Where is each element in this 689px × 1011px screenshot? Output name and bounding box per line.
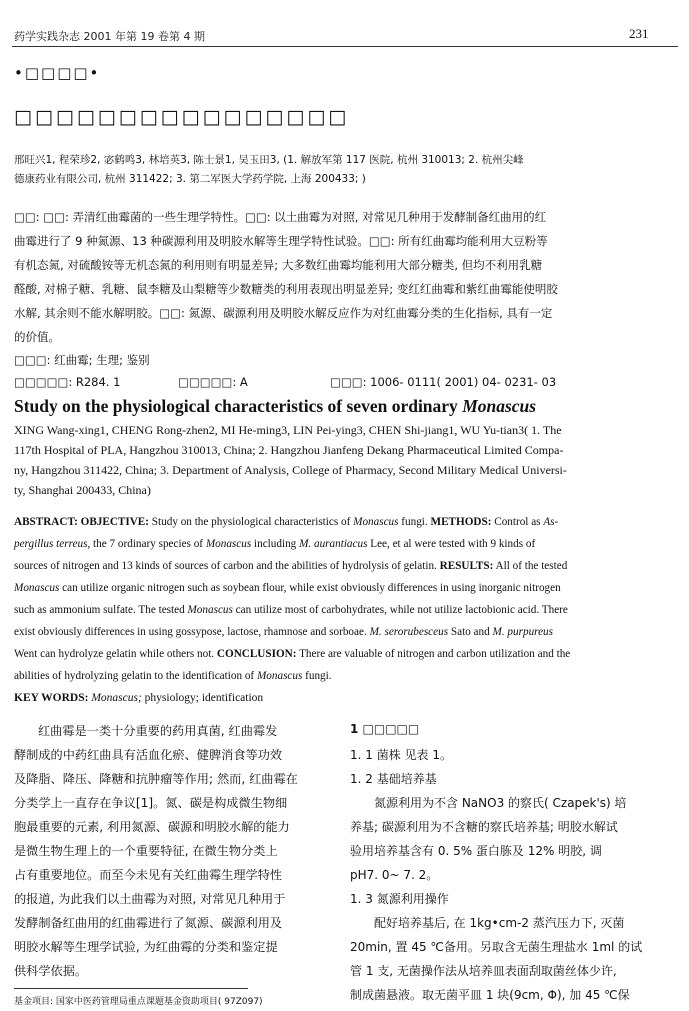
intro-line: 明胶水解等生理学试验, 为红曲霉的分类和鉴定提	[14, 940, 278, 954]
document-code: □□□□□: A	[178, 375, 248, 389]
abstract-en-line: abilities of hydrolyzing gelatin to the identification of Monascus fungi.	[14, 670, 332, 682]
keywords-en: KEY WORDS: Monascus; physiology; identification	[14, 692, 264, 704]
footnote-rule	[14, 988, 248, 989]
abstract-en-line: sources of nitrogen and 13 kinds of sources of carbon and the abilities of hydrolysis of gelatin. RESULTS: All of the tested	[14, 560, 568, 572]
authors-en-line4: ty, Shanghai 200433, China)	[14, 483, 151, 497]
abstract-cn-line: □□: □□: 弄清红曲霉菌的一些生理学特性。□□: 以土曲霉为对照, 对常见几种用于发酵制备红曲用的红	[14, 210, 547, 224]
article-number: □□□: 1006- 0111( 2001) 04- 0231- 03	[330, 375, 557, 389]
abstract-en-line: Monascus can utilize organic nitrogen such as soybean flour, while exist obviously differences in using inorganic nitrogen	[14, 582, 561, 594]
abstract-en-line: pergillus terreus, the 7 ordinary species of Monascus including M. aurantiacus Lee, et al were tested with 9 kinds of	[14, 538, 536, 550]
intro-line: 分类学上一直存在争议[1]。氮、碳是构成微生物细	[14, 796, 288, 810]
abstract-en-line: ABSTRACT: OBJECTIVE: Study on the physiological characteristics of Monascus fungi. METHODS: Control as As-	[14, 516, 559, 528]
header-rule	[12, 46, 678, 47]
intro-line: 红曲霉是一类十分重要的药用真菌, 红曲霉发	[38, 724, 278, 738]
intro-line: 供科学依据。	[14, 964, 88, 978]
abstract-en-line: exist obviously differences in using gossypose, lactose, rhamnose and sorboae. M. serorubesceus Sato and M. purpureus	[14, 626, 554, 638]
methods-line: 制成菌悬液。取无菌平皿 1 块(9cm, Φ), 加 45 ℃保	[350, 988, 630, 1002]
abstract-cn-line: 的价值。	[14, 330, 60, 344]
keywords-cn: □□□: 红曲霉; 生理; 鉴别	[14, 353, 150, 367]
abstract-en-line: Went can hydrolyze gelatin while others not. CONCLUSION: There are valuable of nitrogen and carbon utilization and the	[14, 648, 571, 660]
authors-en-line3: ny, Hangzhou 311422, China; 3. Department of Analysis, College of Pharmacy, Second Military Medical Universi-	[14, 463, 567, 477]
methods-line: 管 1 支, 无菌操作法从培养皿表面刮取菌丝体少许,	[350, 964, 617, 978]
methods-line: 养基; 碳源利用为不含糖的察氏培养基; 明胶水解试	[350, 820, 618, 834]
abstract-cn-line: 醛酸, 对棉子糖、乳糖、鼠李糖及山梨糖等少数糖类的利用表现出明显差异; 变红红曲霉和紫红曲霉能使明胶	[14, 282, 558, 296]
intro-line: 及降脂、降压、降糖和抗肿瘤等作用; 然而, 红曲霉在	[14, 772, 298, 786]
methods-line: 20min, 置 45 ℃备用。另取含无菌生理盐水 1ml 的试	[350, 940, 643, 954]
methods-line: 氮源利用为不含 NaNO3 的察氏( Czapek's) 培	[374, 796, 627, 810]
authors-en-line2: 117th Hospital of PLA, Hangzhou 310013, China; 2. Hangzhou Jianfeng Dekang Pharmaceutical Limited Compa-	[14, 443, 564, 457]
title-cn: □□□□□□□□□□□□□□□□	[14, 106, 350, 128]
subsection-1-2: 1. 2 基础培养基	[350, 772, 437, 786]
page-number: 231	[629, 26, 649, 41]
authors-cn-line2: 德康药业有限公司, 杭州 311422; 3. 第二军医大学药学院, 上海 200433; )	[14, 173, 366, 185]
abstract-cn-line: 曲霉进行了 9 种氮源、13 种碳源利用及明胶水解等生理学特性试验。□□: 所有红曲霉均能利用大豆粉等	[14, 234, 548, 248]
title-en: Study on the physiological characteristics of seven ordinary Monascus	[14, 396, 537, 416]
subsection-1-1: 1. 1 菌株 见表 1。	[350, 748, 452, 762]
authors-cn-line1: 邢旺兴1, 程荣珍2, 宓鹤鸣3, 林培英3, 陈士景1, 吴玉田3, (1. 解放军第 117 医院, 杭州 310013; 2. 杭州尖峰	[14, 154, 524, 166]
journal-header: 药学实践杂志 2001 年第 19 卷第 4 期	[14, 30, 205, 43]
intro-line: 占有重要地位。而至今未见有关红曲霉生理学特性	[14, 868, 283, 882]
methods-line: pH7. 0~ 7. 2。	[350, 868, 439, 882]
abstract-en-line: such as ammonium sulfate. The tested Monascus can utilize most of carbohydrates, while not utilize lactobionic acid. There	[14, 604, 568, 616]
intro-line: 酵制成的中药红曲具有活血化瘀、健脾消食等功效	[14, 748, 283, 762]
funding-footnote: 基金项目: 国家中医药管理局重点课题基金资助项目( 97Z097)	[14, 997, 263, 1007]
authors-en-line1: XING Wang-xing1, CHENG Rong-zhen2, MI He-ming3, LIN Pei-ying3, CHEN Shi-jiang1, WU Yu-tian3( 1. The	[14, 423, 562, 437]
intro-line: 的报道, 为此我们以土曲霉为对照, 对常见几种用于	[14, 892, 286, 906]
abstract-cn-line: 有机态氮, 对硫酸铵等无机态氮的利用则有明显差异; 大多数红曲霉均能利用大部分糖类, 但均不利用乳糖	[14, 258, 543, 272]
intro-line: 是微生物生理上的一个重要特征, 在微生物分类上	[14, 844, 278, 858]
abstract-cn-line: 水解, 其余则不能水解明胶。□□: 氮源、碳源利用及明胶水解反应作为对红曲霉分类的生化指标, 具有一定	[14, 306, 553, 320]
classification-number: □□□□□: R284. 1	[14, 375, 121, 389]
subsection-1-3: 1. 3 氮源利用操作	[350, 892, 449, 906]
methods-line: 验用培养基含有 0. 5% 蛋白胨及 12% 明胶, 调	[350, 844, 602, 858]
intro-line: 发酵制备红曲用的红曲霉进行了氮源、碳源利用及	[14, 916, 283, 930]
section-heading-1: 1 □□□□□	[350, 722, 420, 736]
section-tag: •□□□□•	[14, 64, 101, 82]
intro-line: 胞最重要的元素, 利用氮源、碳源和明胶水解的能力	[14, 820, 290, 834]
methods-line: 配好培养基后, 在 1kg•cm-2 蒸汽压力下, 灭菌	[374, 916, 625, 930]
